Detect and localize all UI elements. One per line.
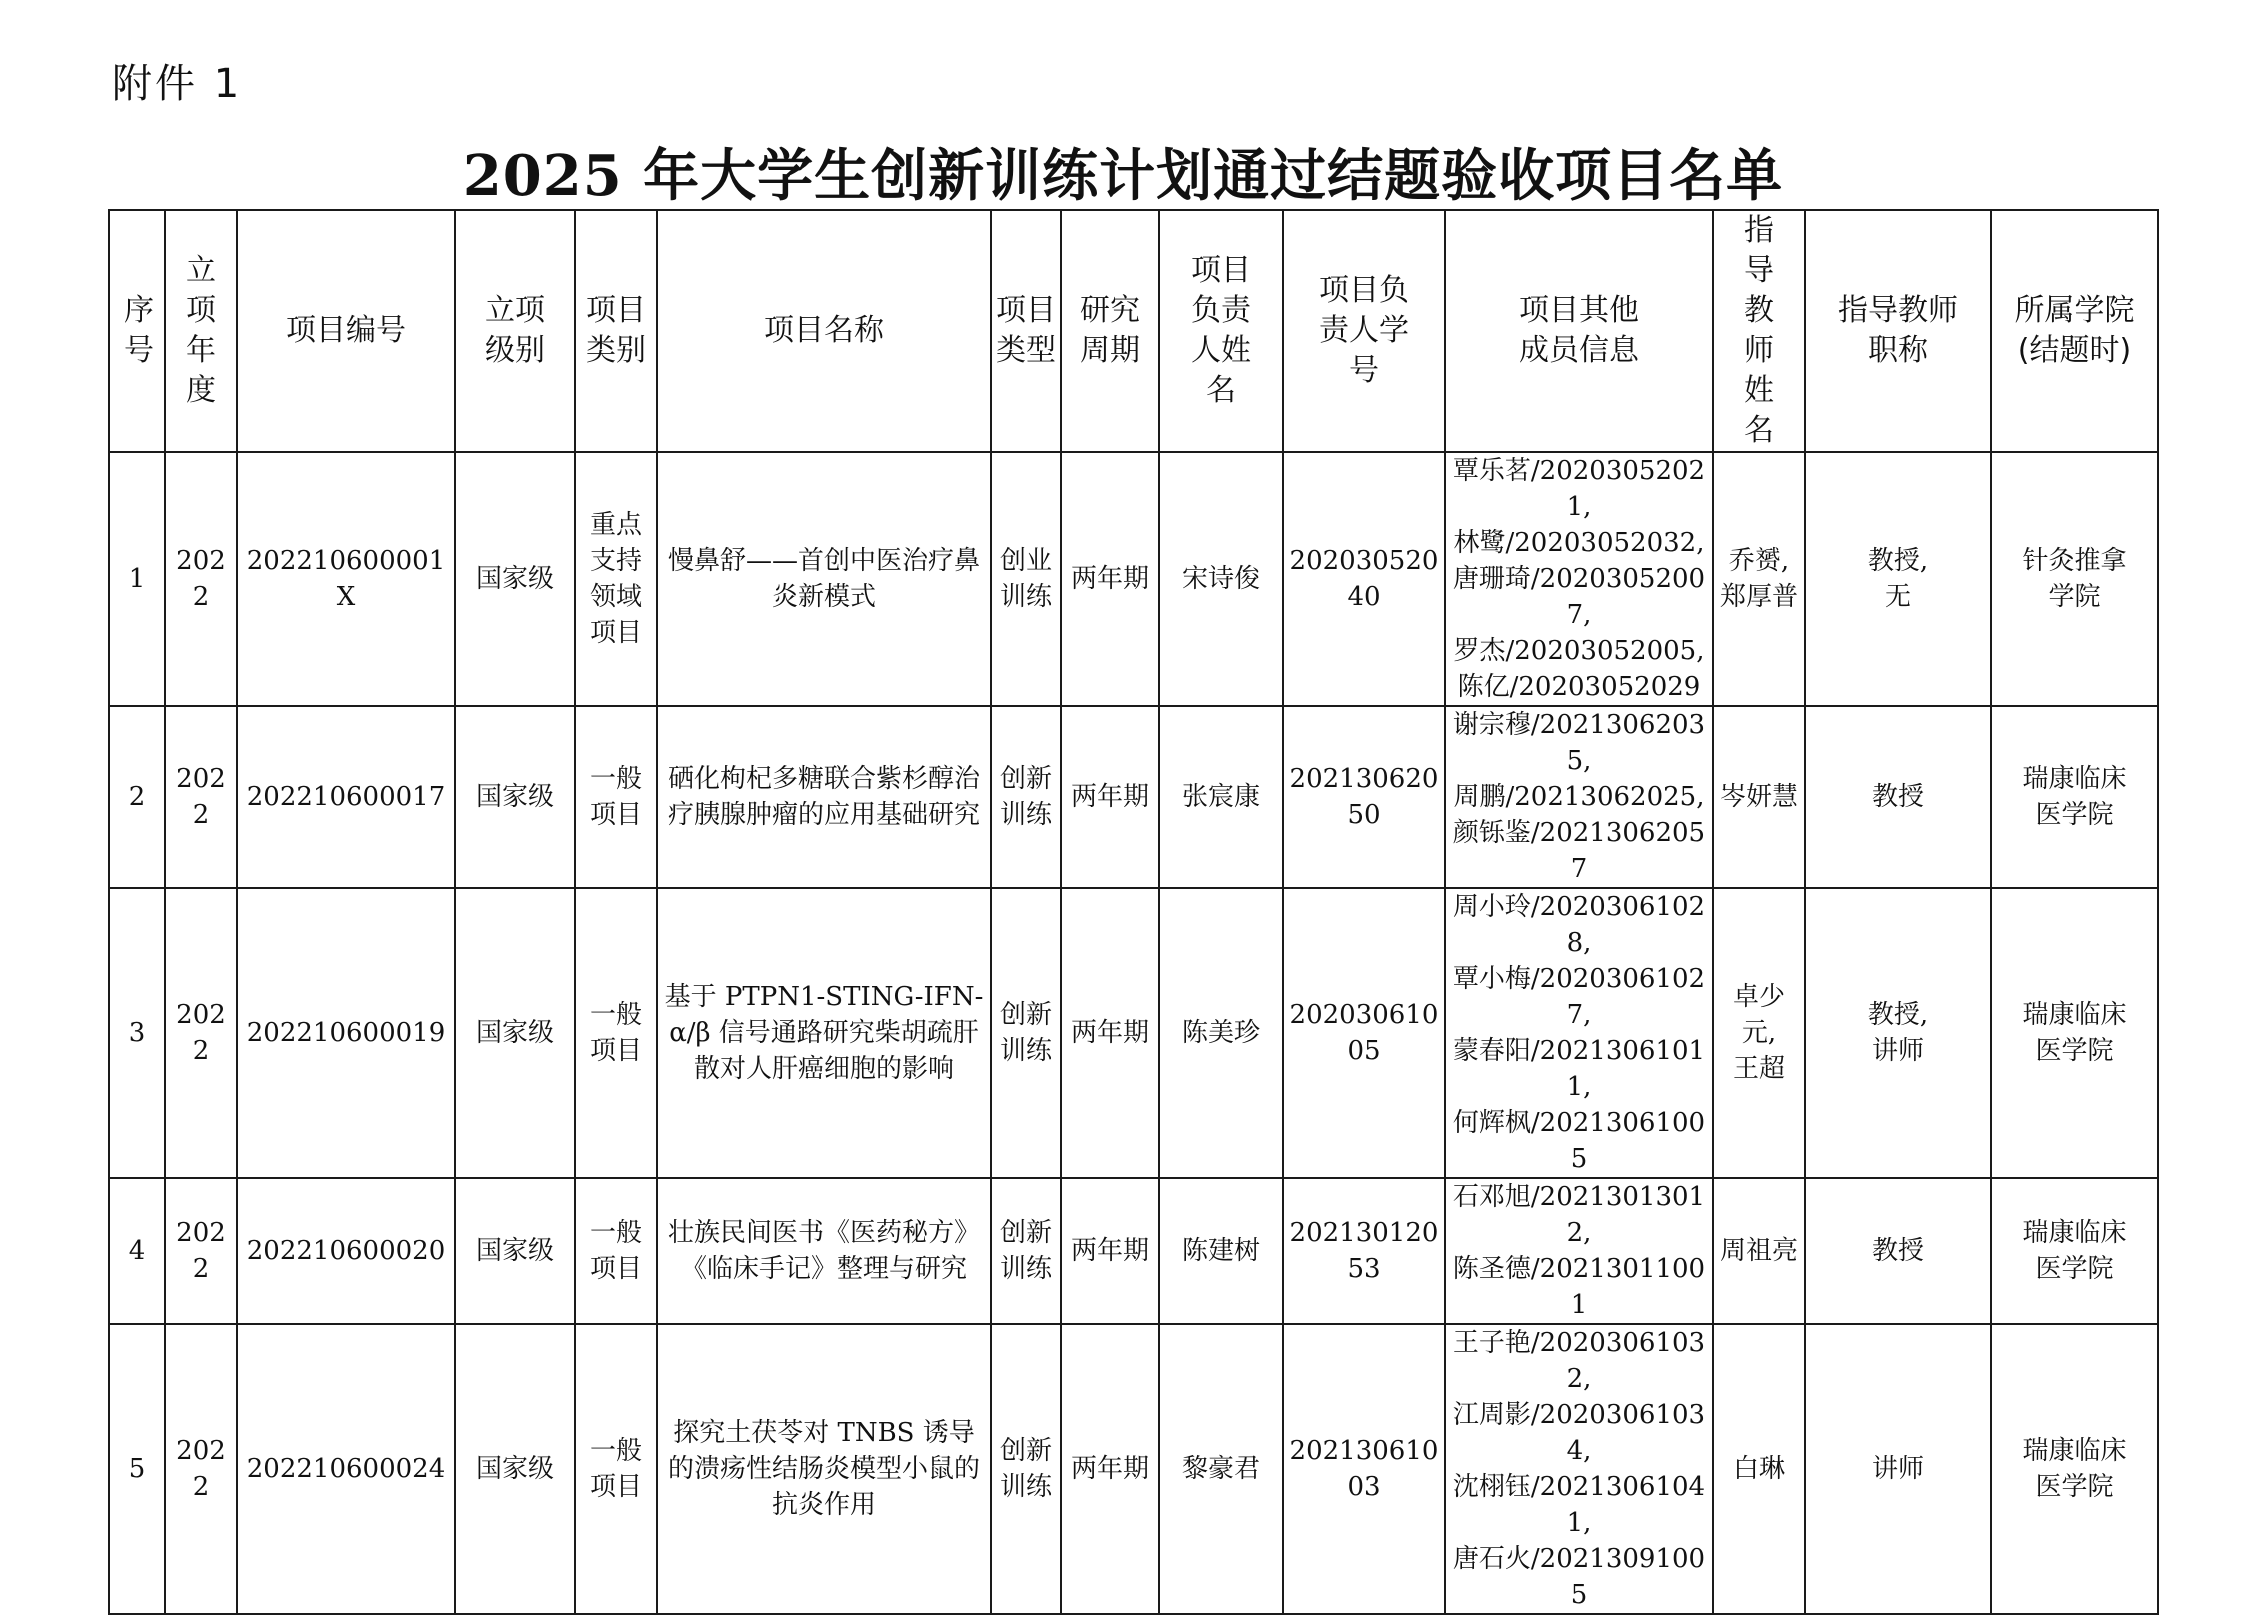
cell-year: 2022	[165, 1324, 237, 1614]
cell-leader-id: 20203061005	[1283, 888, 1445, 1178]
cell-ptype-line: 创新	[999, 1436, 1052, 1466]
college-line: 医学院	[2035, 1254, 2114, 1284]
cell-category	[575, 888, 657, 1178]
table-row	[109, 706, 2158, 888]
member-line: 石邓旭/20213013012,	[1452, 1182, 1706, 1248]
cell-advisor-title	[1805, 1324, 1991, 1614]
header-seq: 序号	[109, 210, 165, 452]
project-table	[108, 209, 2159, 1615]
cell-members	[1445, 452, 1713, 706]
advisor-title-line: 教授	[1871, 1236, 1924, 1266]
member-line: 周小玲/20203061028,	[1452, 892, 1706, 958]
advisor-title-line: 讲师	[1871, 1036, 1924, 1066]
cell-level: 国家级	[455, 706, 575, 888]
cell-members	[1445, 1178, 1713, 1324]
cell-period: 两年期	[1061, 888, 1159, 1178]
advisor-line: 周祖亮	[1719, 1236, 1798, 1266]
cell-category-line: 一般	[589, 1000, 642, 1030]
cell-advisor-title	[1805, 1178, 1991, 1324]
college-line: 瑞康临床	[2022, 1218, 2127, 1248]
advisor-title-line: 讲师	[1871, 1454, 1924, 1484]
cell-college	[1991, 1324, 2158, 1614]
cell-ptype-line: 训练	[999, 1254, 1052, 1284]
member-line: 蒙春阳/20213061011,	[1452, 1036, 1706, 1102]
cell-category-line: 一般	[589, 1436, 642, 1466]
header-leader-name: 项目负责人姓名	[1159, 210, 1283, 452]
cell-advisor-name	[1713, 1178, 1805, 1324]
cell-period: 两年期	[1061, 1178, 1159, 1324]
cell-ptype	[991, 888, 1061, 1178]
cell-advisor-name	[1713, 452, 1805, 706]
cell-seq: 4	[109, 1178, 165, 1324]
cell-leader-name: 张宸康	[1159, 706, 1283, 888]
cell-leader-id: 20213012053	[1283, 1178, 1445, 1324]
cell-project-name: 壮族民间医书《医药秘方》《临床手记》整理与研究	[657, 1178, 991, 1324]
cell-code: 202210600019	[237, 888, 455, 1178]
cell-leader-name: 宋诗俊	[1159, 452, 1283, 706]
member-line: 谢宗穆/20213062035,	[1452, 710, 1706, 776]
member-line: 覃乐茗/20203052021,	[1452, 456, 1706, 522]
header-leader-id: 项目负责人学号	[1283, 210, 1445, 452]
cell-ptype-line: 创新	[999, 1000, 1052, 1030]
header-advisor-title: 指导教师职称	[1805, 210, 1991, 452]
document-title: 2025 年大学生创新训练计划通过结题验收项目名单	[462, 143, 1784, 209]
cell-seq: 2	[109, 706, 165, 888]
cell-ptype-line: 创新	[999, 1218, 1052, 1248]
advisor-line: 岑妍慧	[1719, 782, 1798, 812]
cell-level: 国家级	[455, 1324, 575, 1614]
cell-category-line: 项目	[589, 618, 642, 648]
cell-category-line: 项目	[589, 1472, 642, 1502]
member-line: 江周影/20203061034,	[1452, 1400, 1706, 1466]
cell-leader-id: 20203052040	[1283, 452, 1445, 706]
cell-category-line: 项目	[589, 1254, 642, 1284]
cell-leader-name: 黎豪君	[1159, 1324, 1283, 1614]
cell-advisor-name	[1713, 706, 1805, 888]
cell-period: 两年期	[1061, 706, 1159, 888]
advisor-line: 卓少元,	[1732, 982, 1785, 1048]
cell-leader-name: 陈建树	[1159, 1178, 1283, 1324]
college-line: 医学院	[2035, 800, 2114, 830]
cell-seq: 1	[109, 452, 165, 706]
advisor-title-line: 教授	[1871, 782, 1924, 812]
college-line: 瑞康临床	[2022, 1436, 2127, 1466]
cell-advisor-name	[1713, 888, 1805, 1178]
advisor-title-line: 教授,	[1867, 546, 1929, 576]
advisor-title-line: 无	[1884, 582, 1911, 612]
header-period: 研究周期	[1061, 210, 1159, 452]
header-members: 项目其他成员信息	[1445, 210, 1713, 452]
member-line: 林鹭/20203052032,	[1453, 528, 1705, 558]
cell-advisor-title	[1805, 452, 1991, 706]
cell-advisor-name	[1713, 1324, 1805, 1614]
cell-code: 202210600017	[237, 706, 455, 888]
member-line: 唐石火/20213091005	[1452, 1544, 1706, 1610]
cell-college	[1991, 888, 2158, 1178]
advisor-line: 郑厚普	[1719, 582, 1798, 612]
cell-ptype-line: 创新	[999, 764, 1052, 794]
member-line: 覃小梅/20203061027,	[1452, 964, 1706, 1030]
cell-advisor-title	[1805, 888, 1991, 1178]
table-row	[109, 1178, 2158, 1324]
cell-code: 202210600001X	[237, 452, 455, 706]
cell-level: 国家级	[455, 888, 575, 1178]
cell-category-line: 一般	[589, 1218, 642, 1248]
header-name: 项目名称	[657, 210, 991, 452]
cell-year: 2022	[165, 888, 237, 1178]
cell-college	[1991, 1178, 2158, 1324]
cell-ptype-line: 训练	[999, 1036, 1052, 1066]
cell-category-line: 项目	[589, 800, 642, 830]
advisor-line: 王超	[1732, 1054, 1785, 1084]
member-line: 陈圣德/20213011001	[1452, 1254, 1706, 1320]
cell-ptype-line: 创业	[999, 546, 1052, 576]
member-line: 王子艳/20203061032,	[1452, 1328, 1706, 1394]
college-line: 学院	[2048, 582, 2101, 612]
cell-category	[575, 1324, 657, 1614]
cell-ptype-line: 训练	[999, 582, 1052, 612]
college-line: 瑞康临床	[2022, 1000, 2127, 1030]
cell-ptype	[991, 1324, 1061, 1614]
cell-leader-id: 20213062050	[1283, 706, 1445, 888]
cell-code: 202210600024	[237, 1324, 455, 1614]
cell-members	[1445, 1324, 1713, 1614]
cell-year: 2022	[165, 706, 237, 888]
header-level: 立项级别	[455, 210, 575, 452]
header-advisor-name: 指导教师姓名	[1713, 210, 1805, 452]
cell-category	[575, 1178, 657, 1324]
cell-code: 202210600020	[237, 1178, 455, 1324]
header-year: 立项年度	[165, 210, 237, 452]
header-ptype: 项目类型	[991, 210, 1061, 452]
header-code: 项目编号	[237, 210, 455, 452]
cell-category-line: 支持	[589, 546, 642, 576]
cell-category-line: 重点	[589, 510, 642, 540]
table-row	[109, 1324, 2158, 1614]
member-line: 颜铄鉴/20213062057	[1452, 818, 1706, 884]
cell-college	[1991, 706, 2158, 888]
cell-category-line: 项目	[589, 1036, 642, 1066]
cell-ptype-line: 训练	[999, 1472, 1052, 1502]
member-line: 罗杰/20203052005,	[1453, 636, 1705, 666]
cell-ptype	[991, 1178, 1061, 1324]
cell-ptype	[991, 706, 1061, 888]
advisor-title-line: 教授,	[1867, 1000, 1929, 1030]
member-line: 唐珊琦/20203052007,	[1452, 564, 1706, 630]
cell-members	[1445, 706, 1713, 888]
cell-advisor-title	[1805, 706, 1991, 888]
college-line: 医学院	[2035, 1036, 2114, 1066]
cell-project-name: 慢鼻舒——首创中医治疗鼻炎新模式	[657, 452, 991, 706]
attachment-label: 附件 1	[112, 61, 243, 107]
table-row	[109, 452, 2158, 706]
member-line: 沈栩钰/20213061041,	[1452, 1472, 1706, 1538]
cell-members	[1445, 888, 1713, 1178]
college-line: 医学院	[2035, 1472, 2114, 1502]
cell-level: 国家级	[455, 1178, 575, 1324]
cell-year: 2022	[165, 1178, 237, 1324]
member-line: 陈亿/20203052029	[1457, 672, 1701, 702]
member-line: 周鹏/20213062025,	[1453, 782, 1705, 812]
header-category: 项目类别	[575, 210, 657, 452]
cell-period: 两年期	[1061, 1324, 1159, 1614]
header-row	[109, 210, 2158, 452]
member-line: 何辉枫/20213061005	[1452, 1108, 1706, 1174]
cell-category	[575, 452, 657, 706]
cell-level: 国家级	[455, 452, 575, 706]
cell-seq: 3	[109, 888, 165, 1178]
cell-leader-id: 20213061003	[1283, 1324, 1445, 1614]
advisor-line: 白琳	[1732, 1454, 1785, 1484]
table-row	[109, 888, 2158, 1178]
cell-leader-name: 陈美珍	[1159, 888, 1283, 1178]
header-college: 所属学院(结题时)	[1991, 210, 2158, 452]
cell-ptype-line: 训练	[999, 800, 1052, 830]
cell-project-name: 基于 PTPN1-STING-IFN-α/β 信号通路研究柴胡疏肝散对人肝癌细胞的影响	[657, 888, 991, 1178]
cell-category	[575, 706, 657, 888]
cell-category-line: 领域	[589, 582, 642, 612]
cell-year: 2022	[165, 452, 237, 706]
cell-college	[1991, 452, 2158, 706]
cell-seq: 5	[109, 1324, 165, 1614]
cell-category-line: 一般	[589, 764, 642, 794]
college-line: 瑞康临床	[2022, 764, 2127, 794]
college-line: 针灸推拿	[2022, 546, 2127, 576]
cell-period: 两年期	[1061, 452, 1159, 706]
cell-project-name: 硒化枸杞多糖联合紫杉醇治疗胰腺肿瘤的应用基础研究	[657, 706, 991, 888]
cell-ptype	[991, 452, 1061, 706]
cell-project-name: 探究土茯苓对 TNBS 诱导的溃疡性结肠炎模型小鼠的抗炎作用	[657, 1324, 991, 1614]
advisor-line: 乔赟,	[1728, 546, 1790, 576]
